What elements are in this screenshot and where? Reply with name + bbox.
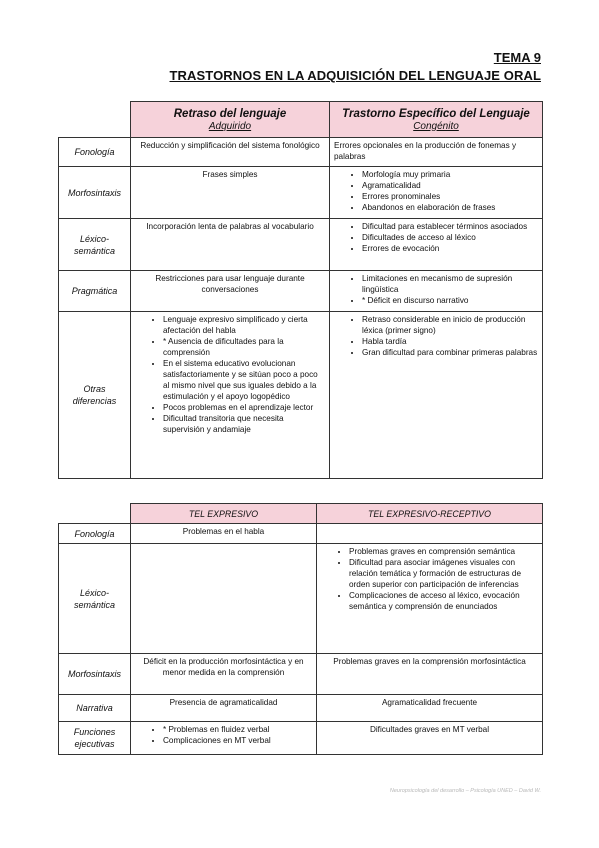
table-row (59, 544, 543, 654)
list-item: • Errores pronominales (362, 191, 538, 202)
cell-list (330, 219, 543, 271)
cell-text (131, 544, 317, 654)
row-label: Narrativa (59, 695, 131, 722)
page-footer: Neuropsicología del desarrollo – Psicología UNED – David W. (389, 788, 541, 794)
list-item: • Complicaciones en MT verbal (163, 735, 312, 746)
column-header-tel-expresivo-receptivo: TEL EXPRESIVO-RECEPTIVO (317, 504, 543, 524)
cell-text: Déficit en la producción morfosintáctica y en menor medida en la comprensión (131, 654, 317, 695)
list-item: • Errores de evocación (362, 243, 538, 254)
cell-text: Dificultades graves en MT verbal (317, 722, 543, 755)
list-item: • Gran dificultad para combinar primeras palabras (362, 347, 538, 358)
list-item: • Habla tardía (362, 336, 538, 347)
row-label: Fonología (59, 524, 131, 544)
list-item: • Dificultad transitoria que necesita supervisión y andamiaje (163, 413, 325, 435)
row-label: Léxico-semántica (59, 219, 131, 271)
column-header-tel-expresivo: TEL EXPRESIVO (131, 504, 317, 524)
table-row (59, 271, 543, 312)
row-label: Pragmática (59, 271, 131, 312)
cell-text: Problemas en el habla (131, 524, 317, 544)
cell-text: Agramaticalidad frecuente (317, 695, 543, 722)
cell-list (131, 722, 317, 755)
table-row (59, 524, 543, 544)
list-item: • * Ausencia de dificultades para la comprensión (163, 336, 325, 358)
comparison-table-retraso-vs-tel (58, 101, 543, 479)
table-row (59, 695, 543, 722)
table-row (59, 219, 543, 271)
list-item: • Dificultad para establecer términos asociados (362, 221, 538, 232)
list-item: • Dificultades de acceso al léxico (362, 232, 538, 243)
cell-text: Presencia de agramaticalidad (131, 695, 317, 722)
cell-text: Incorporación lenta de palabras al vocabulario (131, 219, 330, 271)
cell-list (330, 271, 543, 312)
list-item: • Problemas graves en comprensión semántica (349, 546, 538, 557)
cell-text: Restricciones para usar lenguaje durante conversaciones (131, 271, 330, 312)
list-item: • Agramaticalidad (362, 180, 538, 191)
table-row (59, 654, 543, 695)
table-row (59, 722, 543, 755)
row-label: Funciones ejecutivas (59, 722, 131, 755)
comparison-table-tel-types (58, 503, 543, 755)
column-header-retraso: Retraso del lenguaje Adquirido (131, 102, 330, 138)
topic-number: TEMA 9 (493, 50, 541, 65)
list-item: • Lenguaje expresivo simplificado y cierta afectación del habla (163, 314, 325, 336)
row-label: Fonología (59, 138, 131, 167)
cell-text (317, 524, 543, 544)
cell-text: Reducción y simplificación del sistema fonológico (131, 138, 330, 167)
table-row (59, 167, 543, 219)
row-label: Léxico-semántica (59, 544, 131, 654)
list-item: • Complicaciones de acceso al léxico, evocación semántica y comprensión de enunciados (349, 590, 538, 612)
row-label: Morfosintaxis (59, 167, 131, 219)
list-item: • * Problemas en fluidez verbal (163, 724, 312, 735)
list-item: • * Déficit en discurso narrativo (362, 295, 538, 306)
list-item: • Pocos problemas en el aprendizaje lector (163, 402, 325, 413)
cell-list (330, 167, 543, 219)
list-item: • Abandonos en elaboración de frases (362, 202, 538, 213)
table-row (59, 138, 543, 167)
list-item: • Retraso considerable en inicio de producción léxica (primer signo) (362, 314, 538, 336)
row-label: Otras diferencias (59, 312, 131, 479)
cell-text: Frases simples (131, 167, 330, 219)
cell-list (330, 312, 543, 479)
list-item: • Limitaciones en mecanismo de supresión lingüística (362, 273, 538, 295)
row-label: Morfosintaxis (59, 654, 131, 695)
cell-list (131, 312, 330, 479)
cell-list (317, 544, 543, 654)
cell-text: Problemas graves en la comprensión morfosintáctica (317, 654, 543, 695)
list-item: • Morfología muy primaria (362, 169, 538, 180)
list-item: • En el sistema educativo evolucionan satisfactoriamente y se sitúan poco a poco al mismo nivel que sus iguales debido a la estimulación y el apoyo logopédico (163, 358, 325, 402)
list-item: • Dificultad para asociar imágenes visuales con relación temática y formación de estructuras de orden superior con participación de inferencias (349, 557, 538, 590)
cell-text: Errores opcionales en la producción de fonemas y palabras (330, 138, 543, 167)
column-header-tel: Trastorno Específico del Lenguaje Congénito (330, 102, 543, 138)
table-row (59, 312, 543, 479)
page-title: TRASTORNOS EN LA ADQUISICIÓN DEL LENGUAJE ORAL (169, 68, 541, 83)
